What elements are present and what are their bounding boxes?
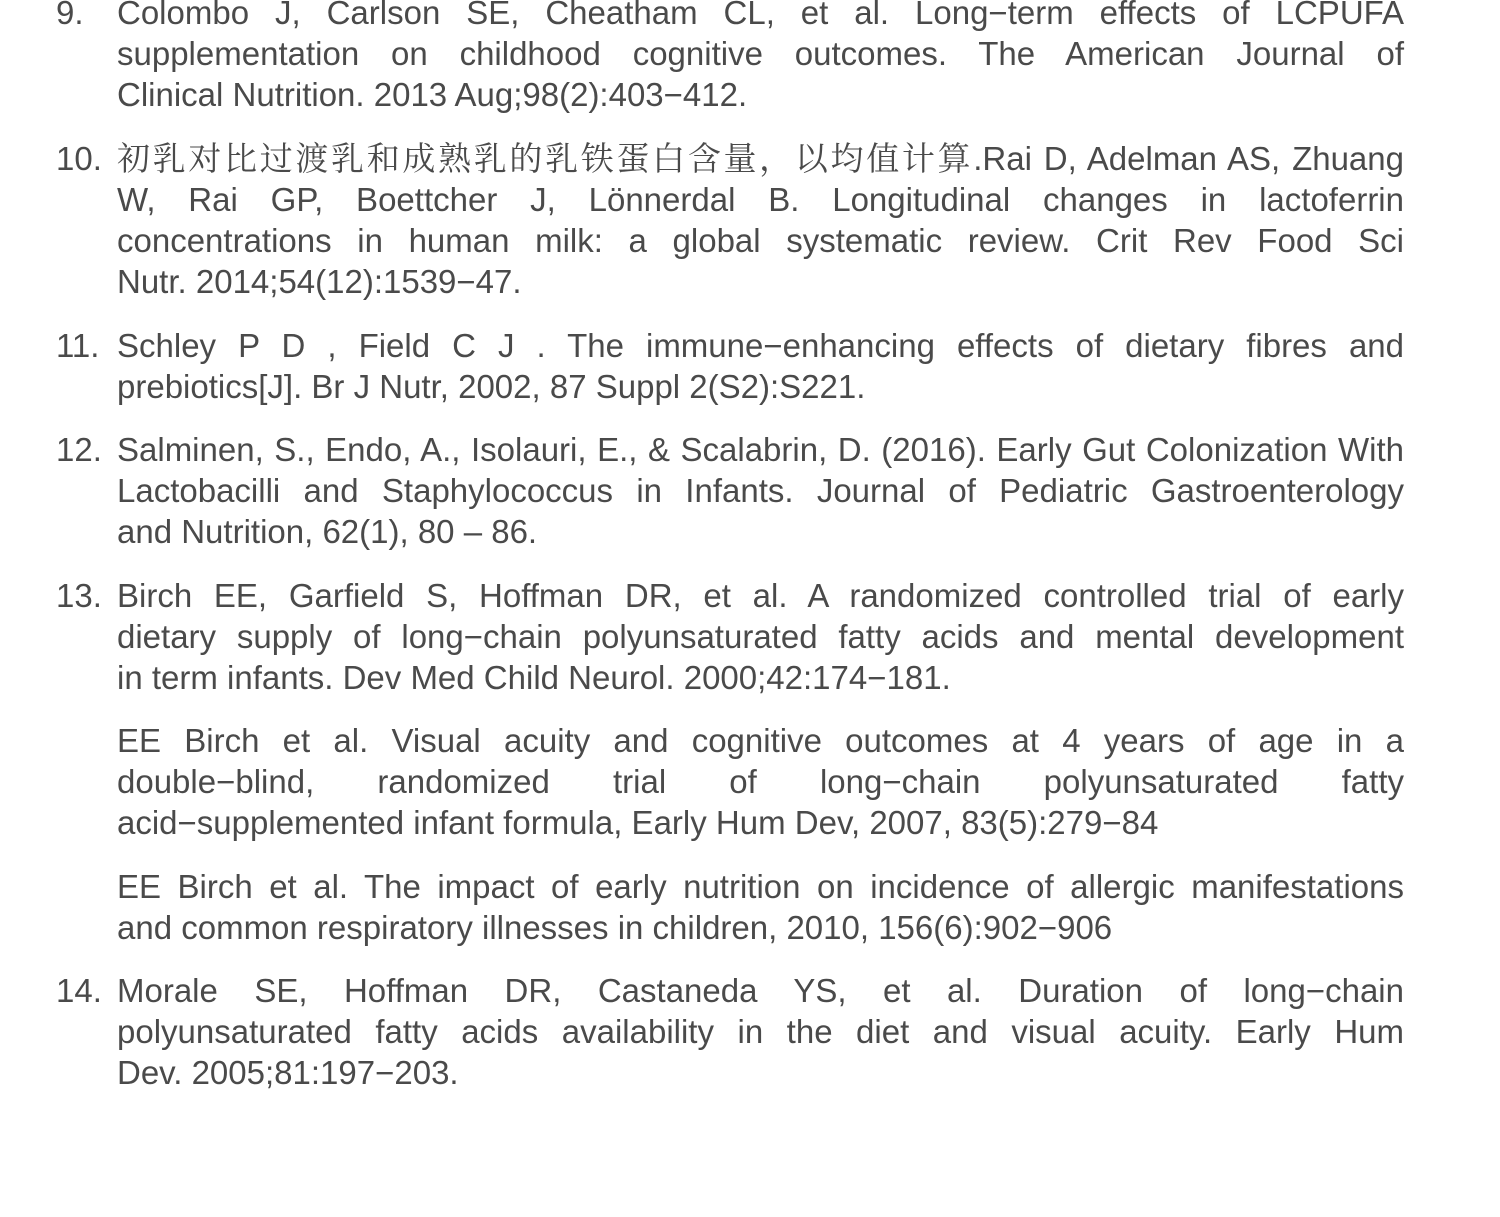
reference-line: W, Rai GP, Boettcher J, Lönnerdal B. Longitudinal changes in lactoferrin bbox=[117, 181, 1404, 218]
reference-text bbox=[117, 866, 1404, 948]
reference-line: double−blind, randomized trial of long−chain polyunsaturated fatty bbox=[117, 763, 1404, 800]
reference-number: 13. bbox=[56, 577, 102, 614]
reference-line: and common respiratory illnesses in children, 2010, 156(6):902−906 bbox=[117, 909, 1113, 946]
reference-number: 14. bbox=[56, 972, 102, 1009]
reference-text bbox=[117, 575, 1404, 698]
reference-line: concentrations in human milk: a global systematic review. Crit Rev Food Sci bbox=[117, 222, 1404, 259]
reference-text bbox=[117, 720, 1404, 843]
reference-line: polyunsaturated fatty acids availability in the diet and visual acuity. Early Hum bbox=[117, 1013, 1404, 1050]
reference-line: Morale SE, Hoffman DR, Castaneda YS, et al. Duration of long−chain bbox=[117, 972, 1404, 1009]
reference-line: and Nutrition, 62(1), 80 – 86. bbox=[117, 513, 538, 550]
reference-line: Nutr. 2014;54(12):1539−47. bbox=[117, 263, 522, 300]
reference-line: 初乳对比过渡乳和成熟乳的乳铁蛋白含量，以均值计算.Rai D, Adelman AS, Zhuang bbox=[117, 140, 1404, 177]
reference-line: dietary supply of long−chain polyunsaturated fatty acids and mental development bbox=[117, 618, 1404, 655]
reference-text bbox=[117, 970, 1404, 1093]
reference-line: Dev. 2005;81:197−203. bbox=[117, 1054, 459, 1091]
reference-line: Birch EE, Garfield S, Hoffman DR, et al. A randomized controlled trial of early bbox=[117, 577, 1404, 614]
reference-line: Salminen, S., Endo, A., Isolauri, E., & Scalabrin, D. (2016). Early Gut Colonization With bbox=[117, 431, 1404, 468]
reference-line: in term infants. Dev Med Child Neurol. 2000;42:174−181. bbox=[117, 659, 951, 696]
reference-text bbox=[117, 138, 1404, 302]
reference-text bbox=[117, 429, 1404, 552]
reference-line: EE Birch et al. The impact of early nutrition on incidence of allergic manifestations bbox=[117, 868, 1404, 905]
reference-text bbox=[117, 325, 1404, 407]
reference-number: 9. bbox=[56, 0, 84, 31]
reference-line: Colombo J, Carlson SE, Cheatham CL, et al. Long−term effects of LCPUFA bbox=[117, 0, 1404, 31]
reference-line: supplementation on childhood cognitive outcomes. The American Journal of bbox=[117, 35, 1404, 72]
reference-text bbox=[117, 0, 1404, 115]
reference-number: 11. bbox=[56, 327, 100, 364]
reference-line: prebiotics[J]. Br J Nutr, 2002, 87 Suppl 2(S2):S221. bbox=[117, 368, 866, 405]
reference-line: Lactobacilli and Staphylococcus in Infants. Journal of Pediatric Gastroenterology bbox=[117, 472, 1404, 509]
reference-number: 12. bbox=[56, 431, 102, 468]
reference-line: EE Birch et al. Visual acuity and cognitive outcomes at 4 years of age in a bbox=[117, 722, 1404, 759]
reference-number: 10. bbox=[56, 140, 102, 177]
reference-line: Clinical Nutrition. 2013 Aug;98(2):403−412. bbox=[117, 76, 748, 113]
reference-line: acid−supplemented infant formula, Early Hum Dev, 2007, 83(5):279−84 bbox=[117, 804, 1159, 841]
reference-line: Schley P D , Field C J . The immune−enhancing effects of dietary fibres and bbox=[117, 327, 1404, 364]
